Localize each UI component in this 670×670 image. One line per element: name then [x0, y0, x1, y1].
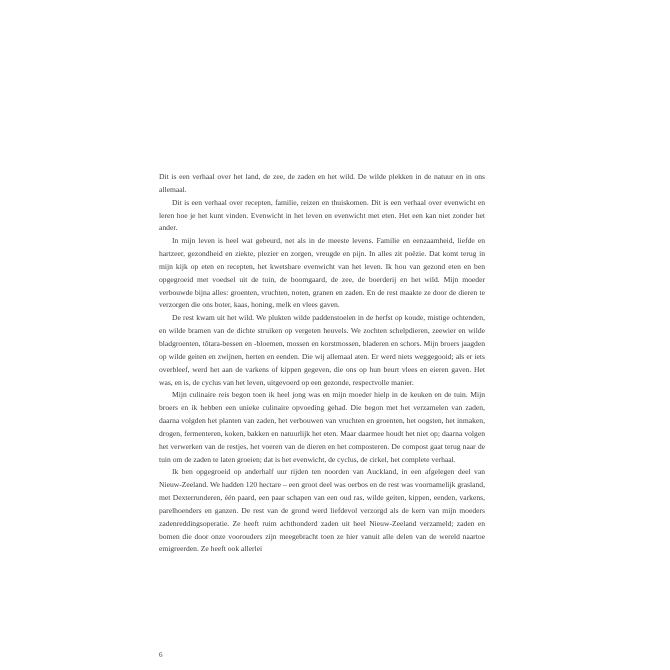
- paragraph: Dit is een verhaal over recepten, familie, reizen en thuiskomen. Dit is een verhaal over evenwicht en leren hoe je het kunt vinden. Evenwicht in het leven en evenwicht met eten. Het een kan niet zonder het ander.: [159, 197, 485, 233]
- paragraph: De rest kwam uit het wild. We plukten wilde paddenstoelen in de herfst op koude, mistige ochtenden, en wilde bramen van de dichte struiken op vergeten heuvels. We zochten schelpdieren, zeewier en wilde bladgroenten, tōtara-bessen en -bloemen, mossen en korstmossen, bladeren en schors. Mijn broers jaagden op wilde geiten en zwijnen, herten en eenden. Die wij allemaal aten. Er werd niets weggegooid; als er iets overbleef, werd het aan de varkens of kippen gegeven, die ons op hun beurt vlees en eieren gaven. Het was, en is, de cyclus van het leven, uitgevoerd op een gezonde, respectvolle manier.: [159, 313, 485, 387]
- page-number: 6: [159, 651, 163, 659]
- paragraph: Dit is een verhaal over het land, de zee, de zaden en het wild. De wilde plekken in de natuur en in ons allemaal.: [159, 172, 485, 194]
- paragraph: Mijn culinaire reis begon toen ik heel jong was en mijn moeder hielp in de keuken en de tuin. Mijn broers en ik hebben een unieke culinaire opvoeding gehad. Die begon met het verzamelen van zaden, daarna volgden het planten van zaden, het verbouwen van vruchten en groenten, het oogsten, het inmaken, drogen, fermenteren, koken, bakken en natuurlijk het eten. Maar daarmee houdt het niet op; daarna volgen het verwerken van de restjes, het voeren van de dieren en het composteren. De compost gaat terug naar de tuin om de zaden te laten groeien; dat is het evenwicht, de cyclus, de cirkel, het complete verhaal.: [159, 390, 485, 464]
- body-text: [159, 171, 485, 556]
- paragraph: Ik ben opgegroeid op anderhalf uur rijden ten noorden van Auckland, in een afgelegen deel van Nieuw-Zeeland. We hadden 120 hectare – een groot deel was oerbos en de rest was voornamelijk grasland, met Dexterrunderen, één paard, een paar schapen van een oud ras, wilde geiten, kippen, eenden, varkens, parelhoenders en ganzen. De rest van de grond werd liefdevol verzorgd als de kern van mijn moeders zadenreddingsoperatie. Ze heeft ruim achthonderd zaden uit heel Nieuw-Zeeland verzameld; zaden en bomen die door onze voorouders zijn meegebracht toen ze hier vanuit alle delen van de wereld naartoe emigreerden. Ze heeft ook allerlei: [159, 467, 485, 554]
- paragraph: In mijn leven is heel wat gebeurd, net als in de meeste levens. Familie en eenzaamheid, liefde en hartzeer, gezondheid en ziekte, plezier en zorgen, vreugde en pijn. In alles zit poëzie. Dat komt terug in mijn kijk op eten en recepten, het kwetsbare evenwicht van het leven. Ik hou van gezond eten en ben opgegroeid met voedsel uit de tuin, de boomgaard, de zee, de boerderij en het wild. Mijn moeder verbouwde bijna alles: groenten, vruchten, noten, granen en zaden. En de rest maakte ze door de dieren te verzorgen die ons boter, kaas, honing, melk en vlees gaven.: [159, 236, 485, 310]
